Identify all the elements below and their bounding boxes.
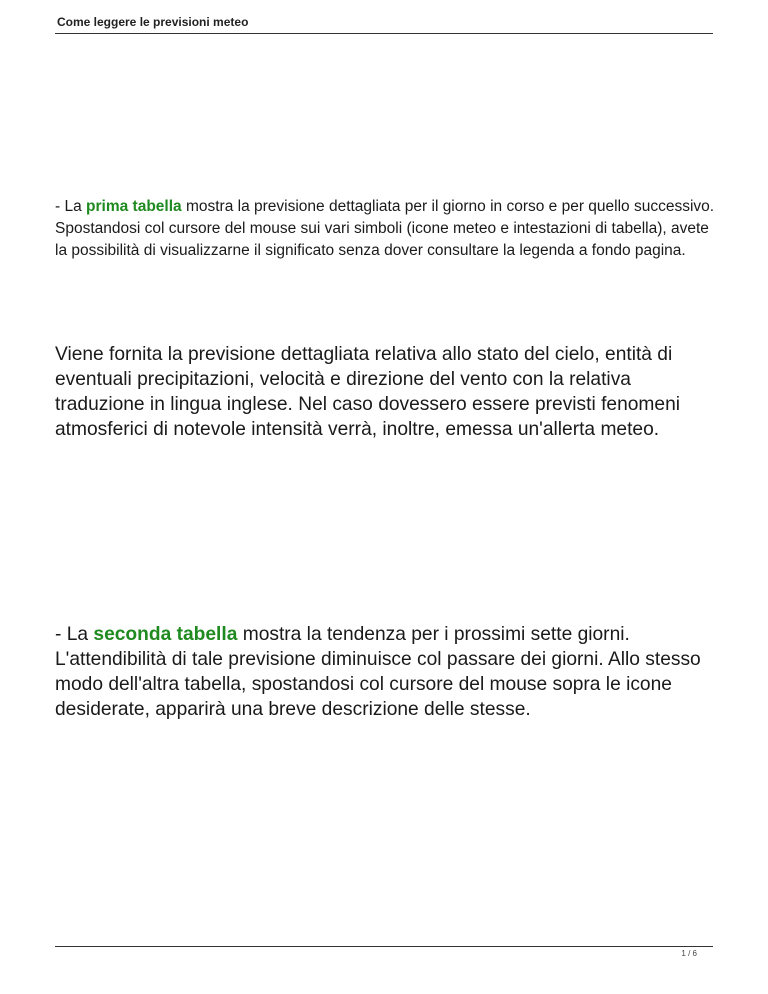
highlight-seconda-tabella: seconda tabella (93, 624, 238, 645)
paragraph-prefix: - La (55, 198, 87, 215)
page-header (55, 12, 713, 34)
paragraph-prefix: - La (55, 624, 94, 645)
page-footer (55, 946, 713, 966)
paragraph-second-table (55, 622, 725, 722)
paragraph-first-table (55, 196, 715, 262)
paragraph-body: mostra la previsione dettagliata per il giorno in corso e per quello successivo. Spostandosi col cursore del mouse sui vari simboli (icone meteo e intestazioni di tabella), avete la possibilità di visualizzarne il significato senza dover consultare la legenda a fondo pagina. (55, 198, 715, 259)
page-number: 1 / 6 (681, 949, 697, 958)
paragraph-body: mostra la tendenza per i prossimi sette giorni. L'attendibilità di tale previsione diminuisce col passare dei giorni. Allo stesso modo dell'altra tabella, spostandosi col cursore del mouse sopra le icone desiderate, apparirà una breve descrizione delle stesse. (55, 624, 701, 720)
document-title: Come leggere le previsioni meteo (57, 15, 249, 29)
highlight-prima-tabella: prima tabella (86, 198, 182, 215)
paragraph-forecast-details: Viene fornita la previsione dettagliata relativa allo stato del cielo, entità di eventuali precipitazioni, velocità e direzione del vento con la relativa traduzione in lingua inglese. Nel caso dovessero essere previsti fenomeni atmosferici di notevole intensità verrà, inoltre, emessa un'allerta meteo. (55, 344, 681, 440)
